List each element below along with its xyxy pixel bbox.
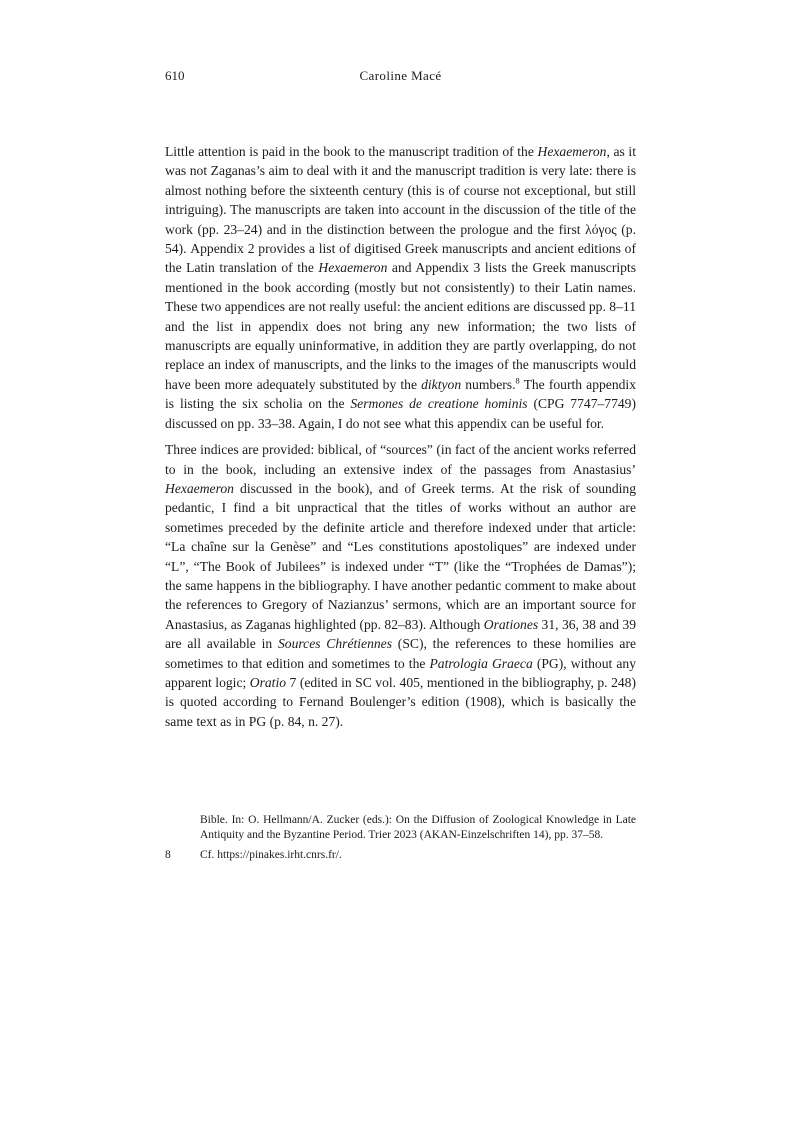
running-head-author: Caroline Macé	[359, 68, 442, 83]
text-run: Hexaemeron	[318, 260, 388, 276]
text-run: (SC), the references to these homilies are sometimes to that edition and sometimes to the	[165, 636, 636, 671]
text-run: 7 (edited in SC vol. 405, mentioned in the bibliography, p. 248) is quoted according to Fernand Boulenger’s edition (1908), which is basically the same text as in PG (p. 84, n. 27).	[165, 674, 636, 729]
text-run: Cf. https://pinakes.irht.cnrs.fr/.	[200, 848, 342, 861]
text-run: Little attention is paid in the book to the manuscript tradition of the	[165, 144, 538, 159]
text-run: Three indices are provided: biblical, of “sources” (in fact of the ancient works referred to in the book, including an extensive index of the passages from Anastasius’	[165, 442, 636, 477]
text-run: Hexaemeron	[537, 144, 607, 159]
body-paragraph-1	[165, 142, 636, 433]
footnotes-section	[165, 813, 636, 863]
text-run: (CPG 7747–7749) discussed on pp. 33–38. Again, I do not see what this appendix can be useful for.	[165, 396, 637, 431]
review-body	[165, 142, 636, 731]
footnote-item-8	[165, 848, 636, 863]
text-run: diktyon	[421, 376, 462, 392]
text-run: numbers.	[461, 376, 516, 392]
footnote-reference: 8	[515, 375, 520, 386]
footnote-number: 8	[165, 848, 171, 861]
text-run: Sources Chrétiennes	[277, 636, 393, 652]
text-run: Hexaemeron	[165, 480, 234, 496]
text-run: 31, 36, 38 and 39 are all available in	[165, 616, 637, 652]
text-run: discussed in the book), and of Greek terms. At the risk of sounding pedantic, I find a bit unpractical that the titles of works without an author are sometimes preceded by the definite article and therefore indexed under that article: “La chaîne sur la Genèse” and “Les constitutions apostoliques” are indexed under “L”, “The Book of Jubilees” is indexed under “T” (like the “Trophées de Damas”); the same happens in the bibliography. I have another pedantic comment to make about the references to Gregory of Nazianzus’ sermons, which are an important source for Anastasius, as Zaganas highlighted (pp. 82–83). Although	[165, 480, 636, 632]
text-run: Bible. In: O. Hellmann/A. Zucker (eds.): On the Diffusion of Zoological Knowledge in Late Antiquity and the Byzantine Period. Trier 2023 (AKAN-Einzelschriften 14), pp. 37–58.	[200, 814, 636, 842]
text-run: Sermones de creatione hominis	[350, 396, 528, 412]
page-number: 610	[165, 68, 185, 83]
text-run: (PG), without any apparent logic;	[165, 655, 636, 690]
body-paragraph-2	[165, 440, 636, 731]
text-run: The fourth appendix is listing the six scholia on the	[165, 376, 636, 412]
text-run: Oratio	[249, 674, 287, 690]
footnote-text	[200, 848, 636, 863]
text-run: Patrologia Graeca	[429, 655, 533, 671]
text-run: Orationes	[483, 616, 539, 632]
text-run: and Appendix 3 lists the Greek manuscripts mentioned in the book according (mostly but not consistently) to their Latin names. These two appendices are not really useful: the ancient editions are discussed pp. 8–11 and the list in appendix does not bring any new information; the two lists of manuscripts are equally uninformative, in addition they are partly overlapping, do not replace an index of manuscripts, and the links to the images of the manuscripts would have been more adequately substituted by the	[165, 260, 636, 392]
running-header	[165, 68, 636, 84]
text-run: , as it was not Zaganas’s aim to deal with it and the manuscript tradition is very late: there is almost nothing before the sixteenth century (this is of course not exceptional, but still intriguing). The manuscripts are taken into account in the discussion of the title of the work (pp. 23–24) and in the distinction between the prologue and the first λόγος (p. 54). Appendix 2 provides a list of digitised Greek manuscripts and ancient editions of the Latin translation of the	[165, 144, 636, 276]
footnote-continuation	[200, 813, 636, 844]
